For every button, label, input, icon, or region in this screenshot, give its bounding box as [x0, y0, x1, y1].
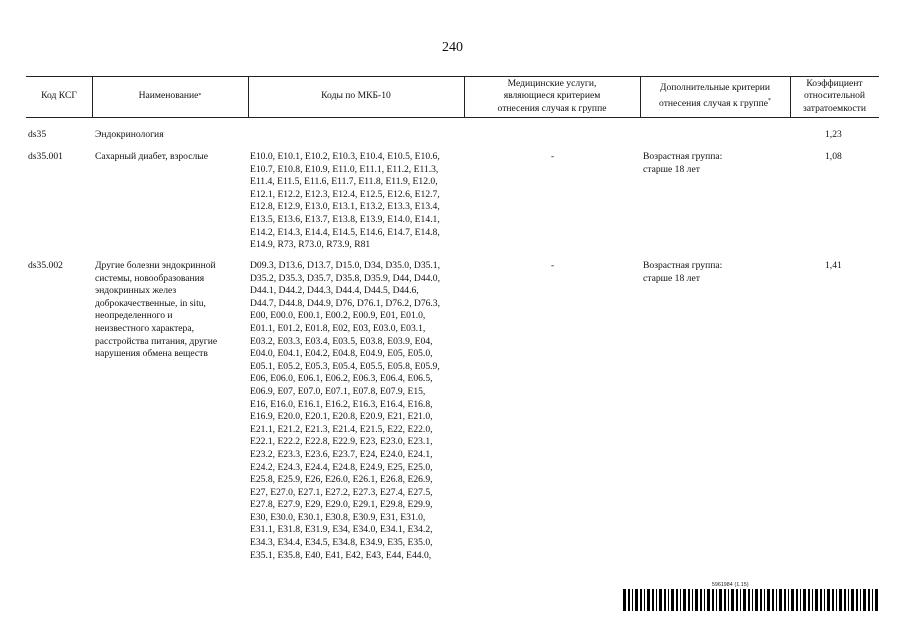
row-criteria: Возрастная группа: старше 18 лет: [643, 260, 723, 284]
row-services: -: [551, 151, 555, 162]
row-coefficient: 1,41: [825, 260, 842, 271]
barcode-number: 5961984 (1.15): [712, 582, 749, 588]
header-criteria-mark: *: [767, 97, 771, 104]
row-mkb-codes: E10.0, E10.1, E10.2, E10.3, E10.4, E10.5, E10.6, E10.7, E10.8, E10.9, E11.0, E11.1, E11.2, E11.3, E11.4, E11.5, E11.6, E11.7, E11.8, E11.9, E12.0, E12.1, E12.2, E12.3, E12.4, E12.5, E12.6, E12.7, E12.8, E12.9, E13.0, E13.1, E13.2, E13.3, E13.4, E13.5, E13.6, E13.7, E13.8, E13.9, E14.0, E14.1, E14.2, E14.3, E14.4, E14.5, E14.6, E14.7, E14.8, E14.9, R73, R73.0, R73.9, R81: [250, 151, 440, 251]
header-code: Код КСГ: [41, 90, 77, 102]
row-mkb-codes: D09.3, D13.6, D13.7, D15.0, D34, D35.0, D35.1, D35.2, D35.3, D35.7, D35.8, D35.9, D44, D44.0, D44.1, D44.2, D44.3, D44.4, D44.5, D44.6, D44.7, D44.8, D44.9, D76, D76.1, D76.2, D76.3, E00, E00.0, E00.1, E00.2, E00.9, E01, E01.0, E01.1, E01.2, E01.8, E02, E03, E03.0, E03.1, E03.2, E03.3, E03.4, E03.5, E03.8, E03.9, E04, E04.0, E04.1, E04.2, E04.8, E04.9, E05, E05.0, E05.1, E05.2, E05.3, E05.4, E05.5, E05.8, E05.9, E06, E06.0, E06.1, E06.2, E06.3, E06.4, E06.5, E06.9, E07, E07.0, E07.1, E07.8, E07.9, E15, E16, E16.0, E16.1, E16.2, E16.3, E16.4, E16.8, E16.9, E20.0, E20.1, E20.8, E20.9, E21, E21.0, E21.1, E21.2, E21.3, E21.4, E21.5, E22, E22.0, E22.1, E22.2, E22.8, E22.9, E23, E23.0, E23.1, E23.2, E23.3, E23.6, E23.7, E24, E24.0, E24.1, E24.2, E24.3, E24.4, E24.8, E24.9, E25, E25.0, E25.8, E25.9, E26, E26.0, E26.1, E26.8, E26.9, E27, E27.0, E27.1, E27.2, E27.3, E27.4, E27.5, E27.8, E27.9, E29, E29.0, E29.1, E29.8, E29.9, E30, E30.0, E30.1, E30.8, E30.9, E31, E31.0, E31.1, E31.8, E31.9, E34, E34.0, E34.1, E34.2, E34.3, E34.4, E34.5, E34.8, E34.9, E35, E35.0, E35.1, E35.8, E40, E41, E42, E43, E44, E44.0,: [250, 260, 441, 561]
header-services: Медицинские услуги, являющиеся критерием отнесения случая к группе: [497, 77, 607, 114]
row-name: Другие болезни эндокринной системы, новообразования эндокринных желез доброкачественные, in situ, неопределенного и неизвестного характера, расстройства питания, другие нарушения обмена веществ: [95, 260, 218, 360]
barcode-image: [623, 589, 879, 611]
row-services: -: [551, 260, 555, 271]
header-coefficient: Коэффициент относительной затратоемкости: [802, 77, 867, 114]
table-header-rule: [26, 117, 879, 118]
row-coefficient: 1,23: [825, 129, 842, 140]
header-name: Наименование *: [138, 90, 202, 102]
header-mkb-codes: Коды по МКБ-10: [321, 90, 391, 102]
row-name: Эндокринология: [95, 129, 164, 140]
row-coefficient: 1,08: [825, 151, 842, 162]
row-code: ds35.001: [28, 151, 63, 162]
row-code: ds35.002: [28, 260, 63, 271]
row-name: Сахарный диабет, взрослые: [95, 151, 208, 162]
header-additional-criteria: Дополнительные критерии отнесения случая к группе*: [659, 82, 771, 110]
header-name-mark: *: [198, 93, 202, 100]
row-criteria: Возрастная группа: старше 18 лет: [643, 151, 723, 175]
row-code: ds35: [28, 129, 47, 140]
page-number: 240: [442, 40, 463, 55]
